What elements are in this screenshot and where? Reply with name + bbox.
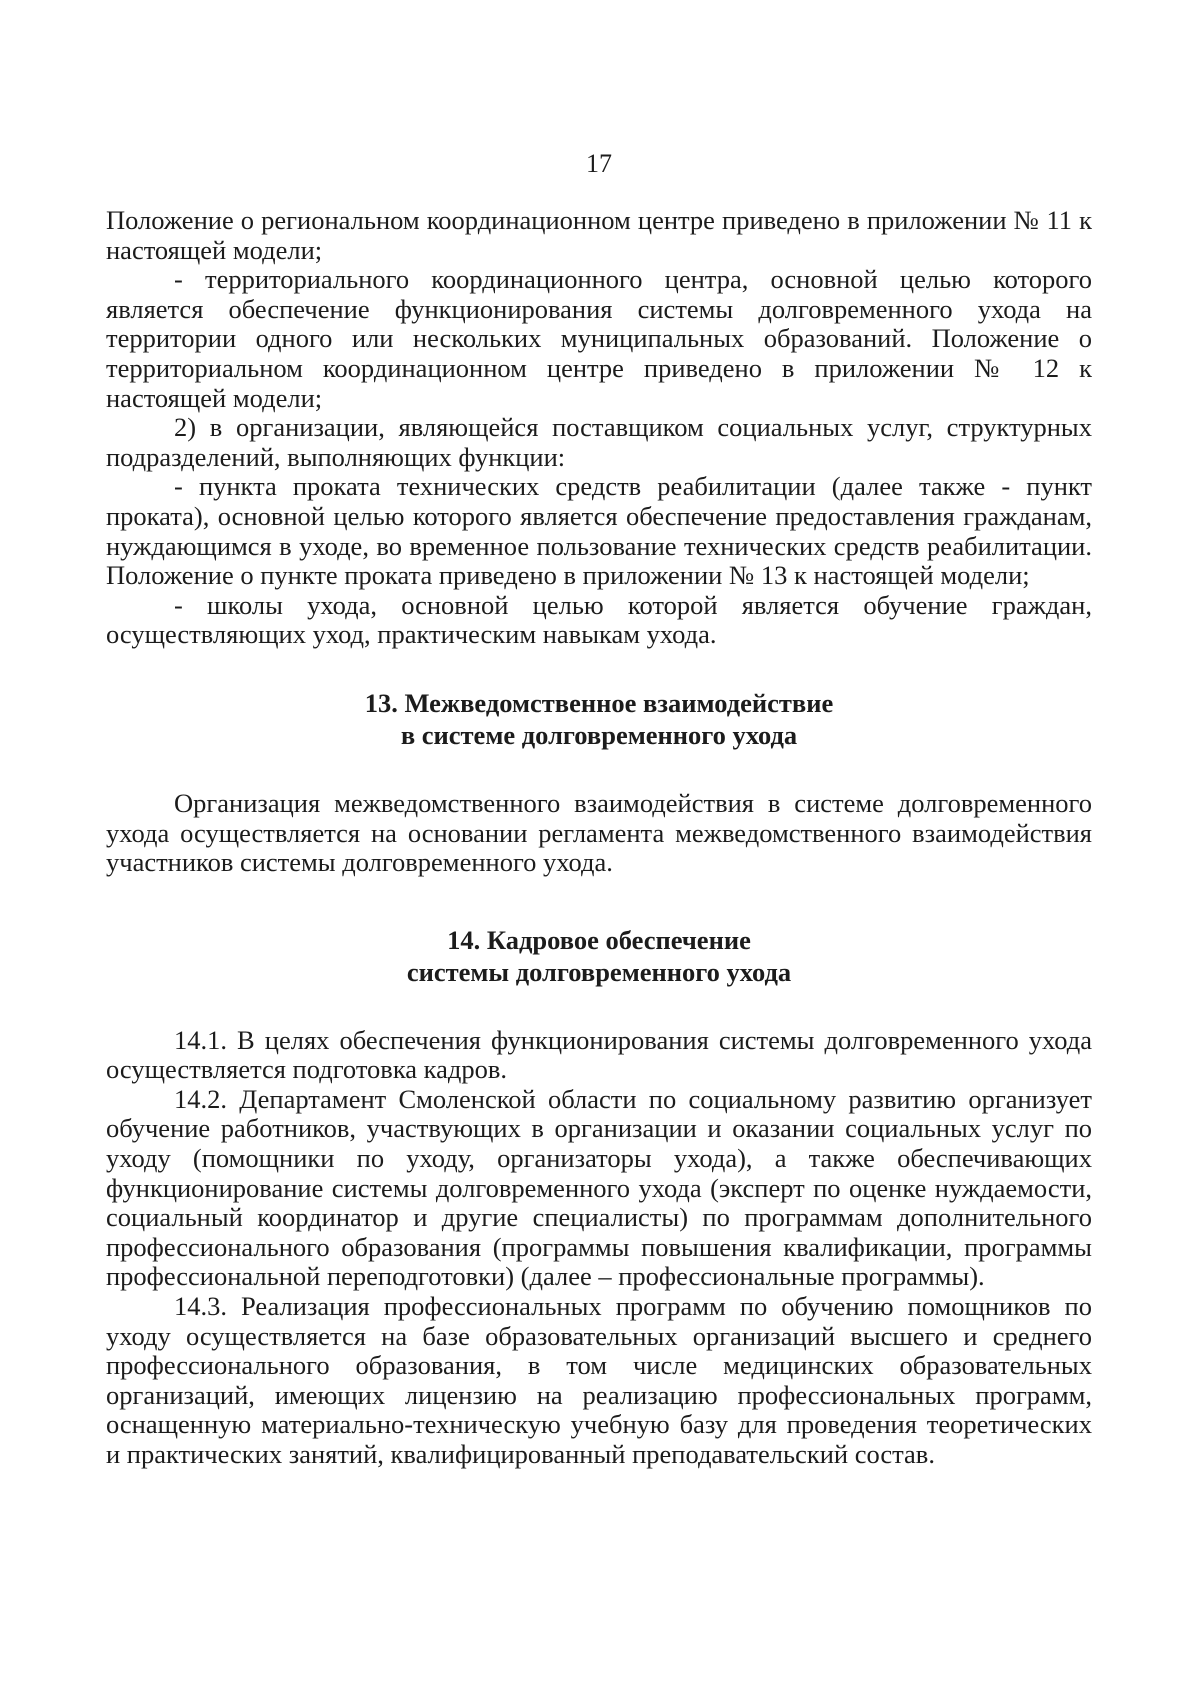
paragraph-regional-center: Положение о региональном координационном центре приведено в приложении № 11 к настоящей модели;	[106, 205, 1092, 265]
paragraph-14-1: 14.1. В целях обеспечения функционирования системы долговременного ухода осуществляется подготовка кадров.	[106, 1024, 1092, 1085]
paragraph-provider-organization: 2) в организации, являющейся поставщиком социальных услуг, структурных подразделений, выполняющих функции:	[106, 412, 1092, 472]
paragraph-14-2: 14.2. Департамент Смоленской области по социальному развитию организует обучение работников, участвующих в организации и оказании социальных услуг по уходу (помощники по уходу, организаторы ухода), а также обеспечивающих функционирование системы долговременного ухода (эксперт по оценке нуждаемости, социальный координатор и другие специалисты) по программам дополнительного профессионального образования (программы повышения квалификации, программы профессиональной переподготовки) (далее – профессиональные программы).	[106, 1083, 1092, 1292]
paragraph-13: Организация межведомственного взаимодействия в системе долговременного ухода осуществляется на основании регламента межведомственного взаимодействия участников системы долговременного ухода.	[106, 787, 1092, 878]
paragraph-rental-point: - пункта проката технических средств реабилитации (далее также - пункт проката), основной целью которого является обеспечение предоставления гражданам, нуждающимся в уходе, во временное пользование технических средств реабилитации. Положение о пункте проката приведено в приложении № 13 к настоящей модели;	[106, 471, 1092, 591]
section-13-heading	[106, 687, 1092, 751]
section-13-heading-line1: 13. Межведомственное взаимодействие	[364, 687, 834, 718]
paragraph-14-3: 14.3. Реализация профессиональных программ по обучению помощников по уходу осуществляется на базе образовательных организаций высшего и среднего профессионального образования, в том числе медицинских образовательных организаций, имеющих лицензию на реализацию профессиональных программ, оснащенную материально-техническую учебную базу для проведения теоретических и практических занятий, квалифицированный преподавательский состав.	[106, 1291, 1092, 1469]
section-13-heading-line2: в системе долговременного ухода	[400, 719, 798, 750]
paragraph-territorial-center: - территориального координационного центра, основной целью которого является обеспечение функционирования системы долговременного ухода на территории одного или нескольких муниципальных образований. Положение о территориальном координационном центре приведено в приложении № 12 к настоящей модели;	[106, 264, 1092, 413]
page-number: 17	[586, 149, 612, 178]
section-14-heading	[106, 924, 1092, 988]
section-14-heading-line2: системы долговременного ухода	[406, 956, 792, 987]
paragraph-care-school: - школы ухода, основной целью которой является обучение граждан, осуществляющих уход, практическим навыкам ухода.	[106, 589, 1092, 650]
section-14-heading-line1: 14. Кадровое обеспечение	[447, 924, 751, 955]
